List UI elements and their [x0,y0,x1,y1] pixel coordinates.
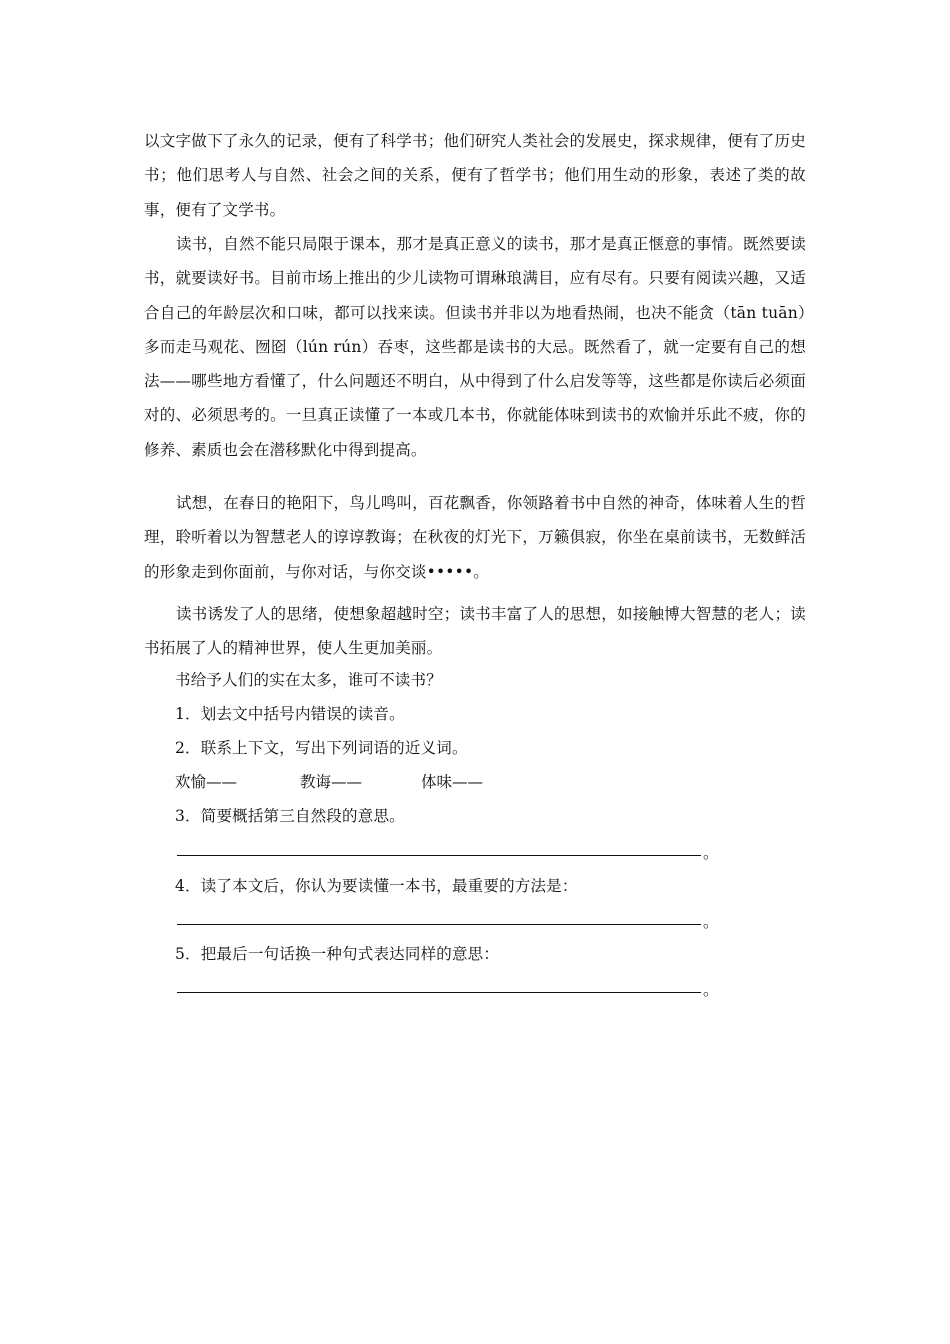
passage-paragraph-4: 读书诱发了人的思绪，使想象超越时空；读书丰富了人的思想，如接触博大智慧的老人；读书拓展了人的精神世界，使人生更加美丽。 [144,605,806,658]
answer-line-5[interactable] [177,992,701,993]
question-3: 3．简要概括第三自然段的意思。 [175,807,405,825]
answer-line-3[interactable] [177,855,701,856]
answer-period-5: 。 [703,981,719,999]
synonym-item-2: 教诲—— [300,773,363,791]
passage-paragraph-5: 书给予人们的实在太多，谁可不读书？ [175,671,442,689]
passage-paragraph-2: 读书，自然不能只局限于课本，那才是真正意义的读书，那才是真正惬意的事情。既然要读书，就要读好书。目前市场上推出的少儿读物可谓琳琅满目，应有尽有。只要有阅读兴趣，又适合自己的年龄层次和口味，都可以找来读。但读书并非以为地看热闹，也决不能贪（tān tuān）多而走马观花、囫囵（lún rún）吞枣，这些都是读书的大忌。既然看了，就一定要有自己的想法——哪些地方看懂了，什么问题还不明白，从中得到了什么启发等等，这些都是你读后必须面对的、必须思考的。一旦真正读懂了一本或几本书，你就能体味到读书的欢愉并乐此不疲，你的修养、素质也会在潜移默化中得到提高。 [144,235,806,459]
passage-paragraph-3: 试想，在春日的艳阳下，鸟儿鸣叫，百花飘香，你领路着书中自然的神奇，体味着人生的哲理，聆听着以为智慧老人的谆谆教诲；在秋夜的灯光下，万籁俱寂，你坐在桌前读书，无数鲜活的形象走到你面前，与你对话，与你交谈•••••。 [144,494,806,581]
synonym-item-3: 体味—— [421,773,484,791]
synonym-item-1: 欢愉—— [175,773,238,791]
question-5: 5．把最后一句话换一种句式表达同样的意思： [175,945,500,963]
answer-line-4[interactable] [177,924,701,925]
answer-period-3: 。 [703,844,719,862]
question-4: 4．读了本文后，你认为要读懂一本书，最重要的方法是： [175,877,578,895]
answer-period-4: 。 [703,913,719,931]
passage-paragraph-1: 以文字做下了永久的记录，便有了科学书；他们研究人类社会的发展史，探求规律，便有了历史书；他们思考人与自然、社会之间的关系，便有了哲学书；他们用生动的形象，表述了类的故事，便有了文学书。 [144,132,806,219]
question-2: 2．联系上下文，写出下列词语的近义词。 [175,739,468,757]
question-1: 1．划去文中括号内错误的读音。 [175,705,405,723]
